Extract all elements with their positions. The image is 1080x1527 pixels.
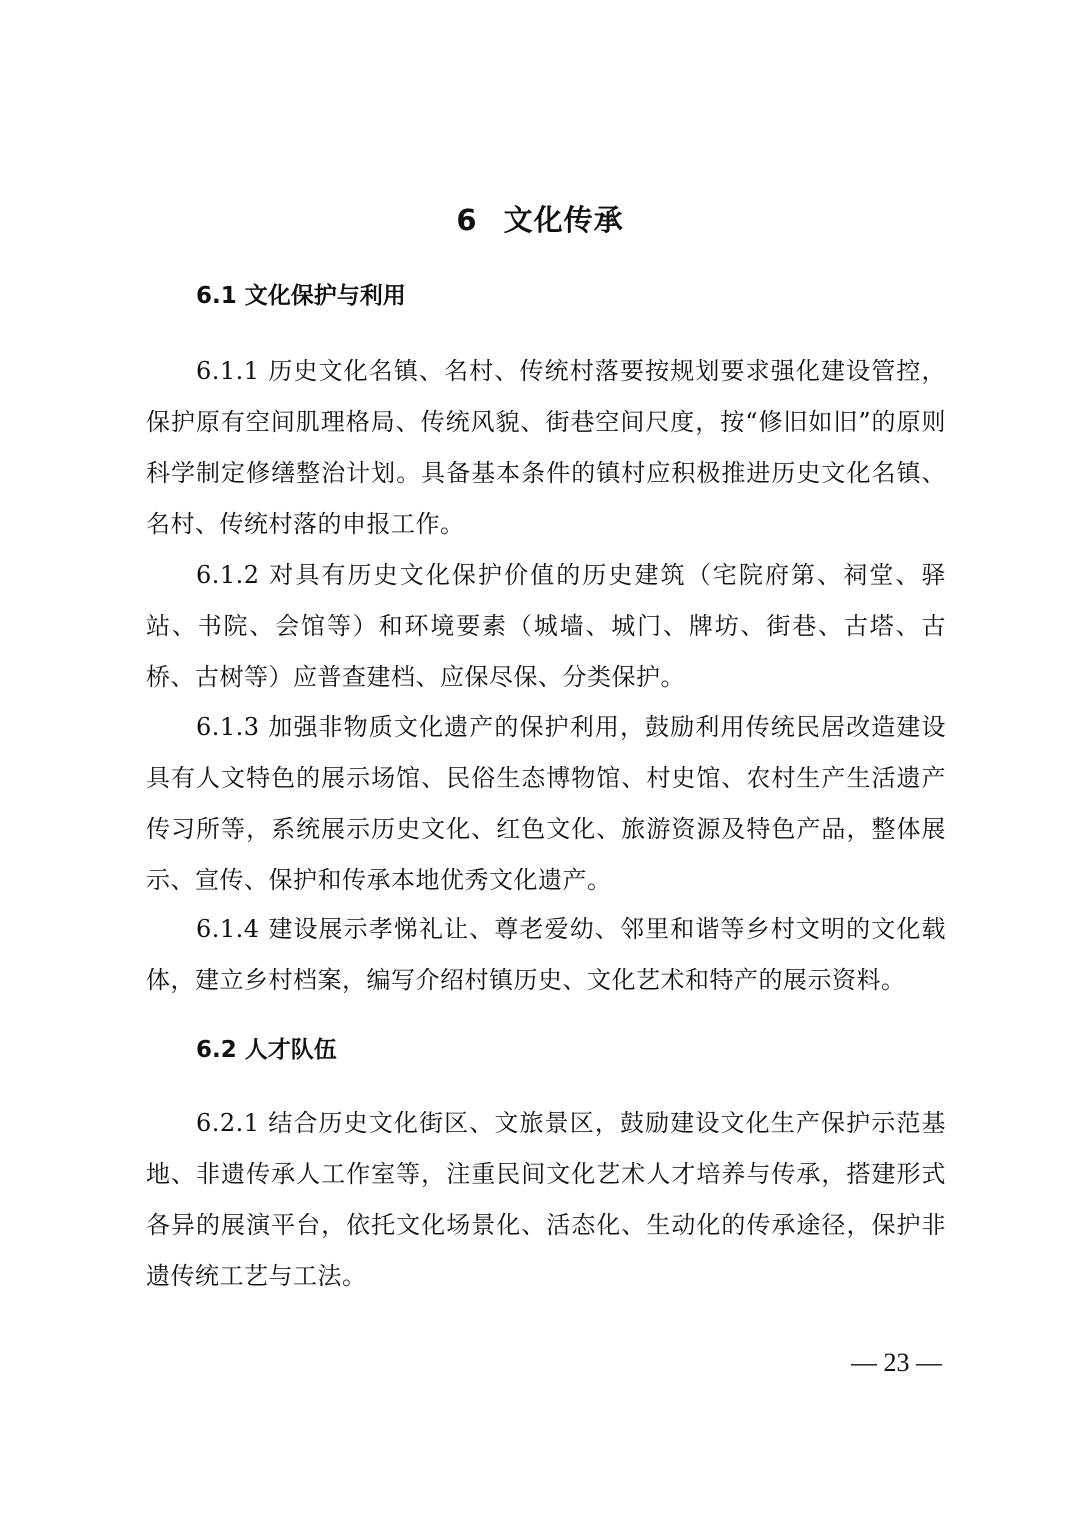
paragraph-6-2-1: 6.2.1 结合历史文化街区、文旅景区，鼓励建设文化生产保护示范基地、非遗传承人工作室等，注重民间文化艺术人才培养与传承，搭建形式各异的展演平台，依托文化场景化、活态化、生动化的传承途径，保护非遗传统工艺与工法。 [146,1109,946,1290]
paragraph-6-1-4: 6.1.4 建设展示孝悌礼让、尊老爱幼、邻里和谐等乡村文明的文化载体，建立乡村档案，编写介绍村镇历史、文化艺术和特产的展示资料。 [146,915,946,994]
paragraph-6-1-2: 6.1.2 对具有历史文化保护价值的历史建筑（宅院府第、祠堂、驿站、书院、会馆等）和环境要素（城墙、城门、牌坊、街巷、古塔、古桥、古树等）应普查建档、应保尽保、分类保护。 [146,561,946,691]
chapter-title [0,196,1080,244]
chapter-number: 6 [456,203,478,237]
paragraph-6-1-3: 6.1.3 加强非物质文化遗产的保护利用，鼓励利用传统民居改造建设具有人文特色的展示场馆、民俗生态博物馆、村史馆、农村生产生活遗产传习所等，系统展示历史文化、红色文化、旅游资源及特色产品，整体展示、宣传、保护和传承本地优秀文化遗产。 [146,713,946,894]
section-heading-6-2: 6.2 人才队伍 [196,1037,337,1063]
chapter-title-text: 文化传承 [503,203,624,237]
page-number: — 23 — [851,1348,942,1377]
paragraph-6-1-1: 6.1.1 历史文化名镇、名村、传统村落要按规划要求强化建设管控，保护原有空间肌理格局、传统风貌、街巷空间尺度，按“修旧如旧”的原则科学制定修缮整治计划。具备基本条件的镇村应积极推进历史文化名镇、名村、传统村落的申报工作。 [146,357,946,538]
section-heading-6-1: 6.1 文化保护与利用 [196,283,406,309]
